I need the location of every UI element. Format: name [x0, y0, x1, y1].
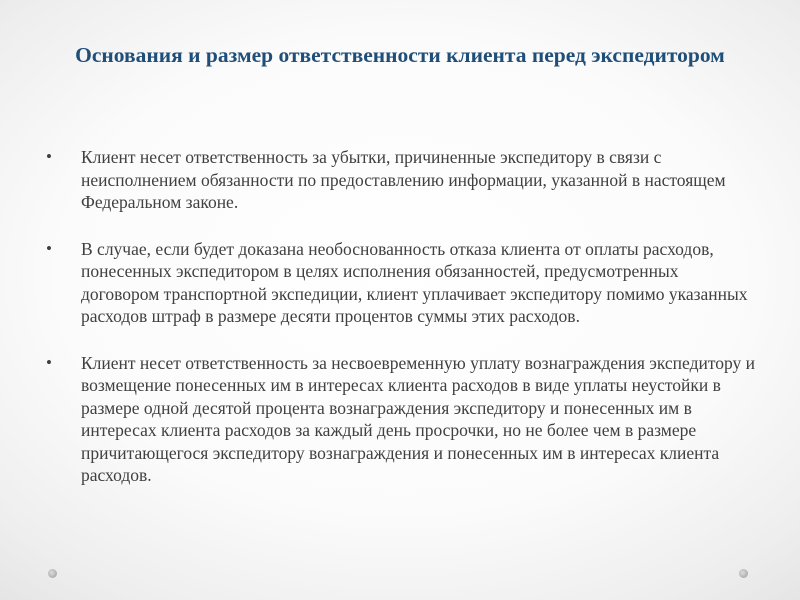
corner-decoration-icon [48, 569, 57, 578]
slide-title: Основания и размер ответственности клиента перед экспедитором [75, 43, 725, 67]
bullet-item [44, 238, 758, 328]
bullet-item [44, 352, 758, 487]
corner-decoration-icon [739, 569, 748, 578]
bullet-marker-icon: • [46, 352, 52, 372]
bullet-text: Клиент несет ответственность за несвоевременную уплату вознаграждения экспедитору и возмещение понесенных им в интересах клиента расходов в виде уплаты неустойки в размере одной десятой процента вознаграждения экспедитору и понесенных им в интересах клиента расходов за каждый день просрочки, но не более чем в размере причитающегося экспедитору вознаграждения и понесенных им в интересах клиента расходов. [81, 352, 756, 485]
bullet-item [44, 146, 758, 214]
bullet-list [44, 146, 758, 511]
bullet-text: Клиент несет ответственность за убытки, причиненные экспедитору в связи с неисполнением обязанности по предоставлению информации, указанной в настоящем Федеральном законе. [81, 147, 726, 212]
bullet-marker-icon: • [46, 238, 52, 258]
bullet-text: В случае, если будет доказана необоснованность отказа клиента от оплаты расходов, понесенных экспедитором в целях исполнения обязанностей, предусмотренных договором транспортной экспедиции, клиент уплачивает экспедитору помимо указанных расходов штраф в размере десяти процентов суммы этих расходов. [81, 238, 748, 326]
bullet-marker-icon: • [46, 147, 52, 166]
